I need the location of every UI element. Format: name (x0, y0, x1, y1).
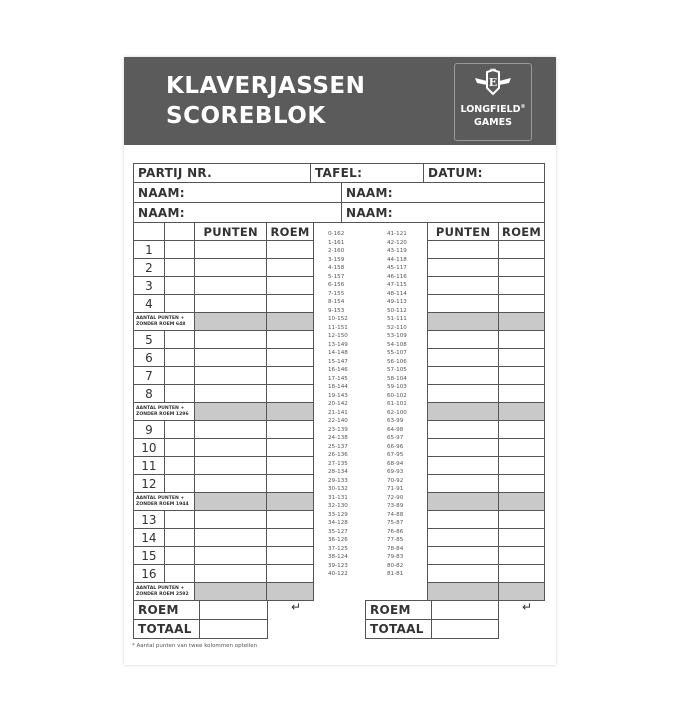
subtotal-label (134, 403, 195, 421)
table-row (428, 331, 545, 349)
totals-left (133, 600, 268, 639)
winged-shield-icon (473, 68, 513, 102)
brand-name-2: GAMES (474, 117, 512, 128)
subtotal-label (134, 313, 195, 331)
points-split: 0-162 (328, 231, 345, 237)
points-split: 62-100 (387, 409, 407, 416)
points-split: 67-95 (387, 452, 404, 458)
mark-cell[interactable] (164, 565, 195, 583)
roem-cell[interactable] (267, 439, 314, 457)
roem-cell[interactable] (499, 367, 545, 385)
name-field-right-1[interactable]: NAAM: (342, 183, 545, 203)
points-split: 61-101 (387, 401, 407, 407)
points-split: 54-108 (387, 341, 407, 348)
points-split: 73-89 (387, 503, 404, 509)
points-split: 78-84 (387, 545, 404, 552)
round-number: 5 (134, 331, 165, 349)
return-arrow-icon-right: ↵ (521, 600, 532, 614)
subtotal-row (428, 583, 545, 601)
table-row (428, 511, 545, 529)
roem-cell[interactable] (267, 421, 314, 439)
return-arrow-icon-left: ↵ (290, 600, 301, 614)
points-split: 1-161 (328, 239, 345, 246)
partij-field[interactable]: PARTIJ NR. (134, 164, 311, 183)
points-split: 31-131 (328, 494, 348, 501)
roem-total-right[interactable] (432, 601, 499, 620)
table-row (428, 349, 545, 367)
roem-header-right: ROEM (499, 223, 545, 241)
points-split: 49-113 (387, 299, 407, 305)
punten-cell[interactable] (195, 547, 267, 565)
punten-cell[interactable] (428, 529, 499, 547)
round-number: 2 (134, 259, 165, 277)
table-row (428, 259, 545, 277)
table-row (134, 511, 314, 529)
roem-cell[interactable] (499, 295, 545, 313)
table-row (428, 457, 545, 475)
punten-cell[interactable] (428, 565, 499, 583)
round-number: 1 (134, 241, 165, 259)
info-table (133, 163, 545, 183)
round-number: 11 (134, 457, 165, 475)
roem-cell[interactable] (499, 475, 545, 493)
roem-cell[interactable] (499, 511, 545, 529)
punten-cell[interactable] (428, 331, 499, 349)
points-split: 4-158 (328, 265, 345, 271)
points-split: 48-114 (387, 290, 407, 297)
points-split: 11-151 (328, 324, 348, 331)
datum-field[interactable]: DATUM: (424, 164, 545, 183)
mark-cell[interactable] (164, 385, 195, 403)
points-split: 18-144 (328, 384, 348, 390)
subtotal-row (134, 403, 314, 421)
tafel-field[interactable]: TAFEL: (311, 164, 424, 183)
points-split: 68-94 (387, 460, 404, 467)
punten-cell[interactable] (428, 421, 499, 439)
mark-cell[interactable] (164, 421, 195, 439)
roem-cell[interactable] (267, 385, 314, 403)
table-row (134, 565, 314, 583)
subtotal-cell[interactable] (499, 493, 545, 511)
points-split: 46-116 (387, 273, 407, 280)
subtotal-row (428, 313, 545, 331)
punten-cell[interactable] (195, 511, 267, 529)
points-split: 66-96 (387, 443, 404, 450)
mark-cell[interactable] (164, 277, 195, 295)
points-split: 65-97 (387, 435, 404, 441)
table-row (134, 421, 314, 439)
roem-total-left[interactable] (200, 601, 268, 620)
roem-cell[interactable] (499, 565, 545, 583)
subtotal-cell[interactable] (428, 493, 499, 511)
roem-cell[interactable] (267, 457, 314, 475)
table-row (428, 241, 545, 259)
points-split: 81-81 (387, 571, 404, 577)
punten-cell[interactable] (195, 475, 267, 493)
points-split: 10-152 (328, 316, 348, 322)
points-split: 25-137 (328, 443, 348, 450)
points-split: 47-115 (387, 282, 407, 288)
roem-cell[interactable] (267, 565, 314, 583)
table-row (134, 367, 314, 385)
punten-cell[interactable] (428, 367, 499, 385)
round-number: 6 (134, 349, 165, 367)
subtotal-cell[interactable] (428, 313, 499, 331)
points-split: 79-83 (387, 554, 404, 560)
points-split: 17-145 (328, 375, 348, 382)
subtotal-line-2: ZONDER ROEM 1296 (136, 411, 189, 417)
brand-logo (454, 63, 532, 141)
svg-text:E: E (488, 76, 498, 89)
roem-header-left: ROEM (267, 223, 314, 241)
mark-cell[interactable] (164, 367, 195, 385)
title-line-1: KLAVERJASSEN (166, 73, 366, 99)
roem-cell[interactable] (267, 259, 314, 277)
points-split: 44-118 (387, 256, 407, 263)
roem-cell[interactable] (499, 439, 545, 457)
points-split: 21-141 (328, 409, 348, 416)
subtotal-cell[interactable] (195, 313, 267, 331)
punten-cell[interactable] (428, 259, 499, 277)
table-row (134, 475, 314, 493)
subtotal-cell[interactable] (195, 583, 267, 601)
points-split: 19-143 (328, 392, 348, 399)
mark-cell[interactable] (164, 349, 195, 367)
roem-cell[interactable] (267, 277, 314, 295)
footnote: * Aantal punten van twee kolommen optellen (132, 643, 258, 649)
points-split: 8-154 (328, 299, 345, 305)
points-split: 51-111 (387, 316, 407, 322)
points-split: 38-124 (328, 554, 348, 560)
punten-header-left: PUNTEN (195, 223, 267, 241)
subtotal-cell[interactable] (499, 403, 545, 421)
punten-cell[interactable] (195, 295, 267, 313)
name-field-left-1[interactable]: NAAM: (134, 183, 342, 203)
roem-cell[interactable] (499, 547, 545, 565)
mark-cell[interactable] (164, 511, 195, 529)
subtotal-cell[interactable] (195, 493, 267, 511)
roem-cell[interactable] (267, 295, 314, 313)
round-number: 4 (134, 295, 165, 313)
punten-header-right: PUNTEN (428, 223, 499, 241)
table-row (134, 295, 314, 313)
names-table (133, 182, 545, 223)
table-row (428, 475, 545, 493)
name-field-right-2[interactable]: NAAM: (342, 203, 545, 223)
points-split: 16-146 (328, 367, 348, 373)
points-split: 12-150 (328, 333, 348, 339)
points-split: 33-129 (328, 511, 348, 518)
subtotal-cell[interactable] (428, 583, 499, 601)
table-row (134, 439, 314, 457)
mark-cell[interactable] (164, 475, 195, 493)
points-split: 39-123 (328, 562, 348, 569)
points-split: 15-147 (328, 358, 348, 365)
table-row (134, 349, 314, 367)
table-row (134, 457, 314, 475)
table-row (428, 367, 545, 385)
round-number: 15 (134, 547, 165, 565)
subtotal-line-2: ZONDER ROEM 648 (136, 321, 186, 327)
roem-cell[interactable] (499, 277, 545, 295)
points-split: 3-159 (328, 256, 345, 263)
subtotal-line-1: AANTAL PUNTEN + (136, 315, 185, 321)
mark-cell[interactable] (164, 457, 195, 475)
subtotal-line-2: ZONDER ROEM 1944 (136, 501, 189, 507)
punten-cell[interactable] (428, 277, 499, 295)
roem-label-left: ROEM (134, 601, 200, 620)
points-split: 28-134 (328, 469, 348, 475)
table-row (134, 331, 314, 349)
subtotal-line-1: AANTAL PUNTEN + (136, 585, 185, 591)
points-split: 43-119 (387, 248, 407, 254)
points-split: 36-126 (328, 537, 348, 543)
score-table-left (133, 222, 314, 601)
points-split: 64-98 (387, 426, 404, 433)
points-split: 70-92 (387, 477, 404, 484)
roem-cell[interactable] (267, 241, 314, 259)
points-split: 37-125 (328, 545, 348, 552)
title-line-2: SCOREBLOK (166, 103, 326, 129)
points-split: 57-105 (387, 367, 407, 373)
subtotal-cell[interactable] (195, 403, 267, 421)
points-split: 32-130 (328, 503, 348, 509)
subtotal-line-1: AANTAL PUNTEN + (136, 495, 185, 501)
points-split: 74-88 (387, 511, 404, 518)
punten-cell[interactable] (428, 511, 499, 529)
points-reference-left (328, 230, 348, 579)
points-split: 56-106 (387, 358, 407, 365)
roem-cell[interactable] (267, 529, 314, 547)
subtotal-line-1: AANTAL PUNTEN + (136, 405, 185, 411)
points-split: 26-136 (328, 452, 348, 458)
round-number: 9 (134, 421, 165, 439)
table-row (428, 547, 545, 565)
punten-cell[interactable] (428, 457, 499, 475)
subtotal-cell[interactable] (428, 403, 499, 421)
brand-name-1: LONGFIELD (460, 104, 521, 116)
roem-cell[interactable] (499, 529, 545, 547)
table-row (428, 385, 545, 403)
points-split: 24-138 (328, 435, 348, 441)
mark-cell[interactable] (164, 529, 195, 547)
totals-right (365, 600, 499, 639)
round-number: 16 (134, 565, 165, 583)
punten-cell[interactable] (195, 457, 267, 475)
punten-cell[interactable] (428, 385, 499, 403)
roem-cell[interactable] (267, 367, 314, 385)
points-split: 13-149 (328, 341, 348, 348)
table-row (428, 421, 545, 439)
points-split: 50-112 (387, 307, 407, 314)
round-number: 3 (134, 277, 165, 295)
points-split: 71-91 (387, 486, 404, 492)
points-split: 34-128 (328, 520, 348, 526)
points-split: 9-153 (328, 307, 345, 314)
punten-cell[interactable] (195, 367, 267, 385)
table-row (134, 547, 314, 565)
subtotal-cell[interactable] (267, 403, 314, 421)
round-number: 12 (134, 475, 165, 493)
points-split: 40-122 (328, 571, 348, 577)
points-split: 72-90 (387, 494, 404, 501)
punten-cell[interactable] (195, 259, 267, 277)
points-split: 55-107 (387, 350, 407, 356)
punten-cell[interactable] (195, 241, 267, 259)
points-split: 6-156 (328, 282, 345, 288)
roem-cell[interactable] (499, 457, 545, 475)
roem-cell[interactable] (267, 331, 314, 349)
mark-cell[interactable] (164, 547, 195, 565)
points-split: 58-104 (387, 375, 407, 382)
subtotal-line-2: ZONDER ROEM 2592 (136, 591, 189, 597)
points-split: 59-103 (387, 384, 407, 390)
points-split: 41-121 (387, 231, 407, 237)
table-row (134, 259, 314, 277)
registered-mark: ® (520, 104, 526, 110)
roem-label-right: ROEM (366, 601, 432, 620)
mark-cell[interactable] (164, 295, 195, 313)
punten-cell[interactable] (195, 277, 267, 295)
punten-cell[interactable] (428, 547, 499, 565)
table-row (134, 385, 314, 403)
mark-cell[interactable] (164, 331, 195, 349)
subtotal-cell[interactable] (267, 493, 314, 511)
table-row (428, 529, 545, 547)
points-reference-right (387, 230, 407, 579)
subtotal-row (134, 313, 314, 331)
subtotal-cell[interactable] (267, 583, 314, 601)
totaal-value-right[interactable] (432, 620, 499, 639)
round-number: 10 (134, 439, 165, 457)
punten-cell[interactable] (428, 295, 499, 313)
points-split: 60-102 (387, 392, 407, 399)
points-split: 63-99 (387, 418, 404, 424)
mark-cell[interactable] (164, 259, 195, 277)
totaal-label-left: TOTAAL (134, 620, 200, 639)
subtotal-cell[interactable] (267, 313, 314, 331)
punten-cell[interactable] (195, 439, 267, 457)
points-split: 75-87 (387, 520, 404, 526)
points-split: 22-140 (328, 418, 348, 424)
points-split: 23-139 (328, 426, 348, 433)
punten-cell[interactable] (195, 421, 267, 439)
subtotal-cell[interactable] (499, 583, 545, 601)
subtotal-row (428, 403, 545, 421)
round-number: 14 (134, 529, 165, 547)
table-row (428, 439, 545, 457)
table-row (428, 295, 545, 313)
roem-cell[interactable] (499, 241, 545, 259)
points-split: 2-160 (328, 248, 345, 254)
points-split: 76-86 (387, 528, 404, 535)
points-split: 80-82 (387, 562, 404, 569)
round-number: 13 (134, 511, 165, 529)
points-split: 45-117 (387, 265, 407, 271)
punten-cell[interactable] (195, 385, 267, 403)
punten-cell[interactable] (195, 529, 267, 547)
points-split: 53-109 (387, 333, 407, 339)
points-split: 52-110 (387, 324, 407, 331)
points-split: 14-148 (328, 350, 348, 356)
points-split: 7-155 (328, 290, 345, 297)
round-number: 8 (134, 385, 165, 403)
subtotal-cell[interactable] (499, 313, 545, 331)
table-row (134, 529, 314, 547)
points-split: 35-127 (328, 528, 348, 535)
roem-cell[interactable] (499, 349, 545, 367)
roem-cell[interactable] (499, 421, 545, 439)
header-band (124, 57, 556, 145)
subtotal-row (134, 493, 314, 511)
totaal-value-left[interactable] (200, 620, 268, 639)
points-split: 69-93 (387, 469, 404, 475)
table-row (134, 277, 314, 295)
punten-cell[interactable] (195, 331, 267, 349)
punten-cell[interactable] (428, 475, 499, 493)
round-number: 7 (134, 367, 165, 385)
table-row (428, 277, 545, 295)
subtotal-row (428, 493, 545, 511)
name-field-left-2[interactable]: NAAM: (134, 203, 342, 223)
mark-cell[interactable] (164, 439, 195, 457)
score-sheet (124, 57, 556, 665)
table-row (428, 565, 545, 583)
roem-cell[interactable] (499, 331, 545, 349)
punten-cell[interactable] (195, 565, 267, 583)
punten-cell[interactable] (428, 439, 499, 457)
points-split: 27-135 (328, 460, 348, 467)
subtotal-label (134, 583, 195, 601)
mark-cell[interactable] (164, 241, 195, 259)
punten-cell[interactable] (195, 349, 267, 367)
totaal-label-right: TOTAAL (366, 620, 432, 639)
subtotal-label (134, 493, 195, 511)
points-split: 29-133 (328, 477, 348, 484)
points-split: 42-120 (387, 239, 407, 246)
points-split: 5-157 (328, 273, 345, 280)
roem-cell[interactable] (267, 547, 314, 565)
subtotal-row (134, 583, 314, 601)
roem-cell[interactable] (267, 475, 314, 493)
roem-cell[interactable] (267, 349, 314, 367)
roem-cell[interactable] (267, 511, 314, 529)
score-table-right (427, 222, 545, 601)
points-split: 20-142 (328, 401, 348, 407)
roem-cell[interactable] (499, 259, 545, 277)
table-row (134, 241, 314, 259)
roem-cell[interactable] (499, 385, 545, 403)
punten-cell[interactable] (428, 349, 499, 367)
punten-cell[interactable] (428, 241, 499, 259)
points-split: 30-132 (328, 486, 348, 492)
points-split: 77-85 (387, 537, 404, 543)
